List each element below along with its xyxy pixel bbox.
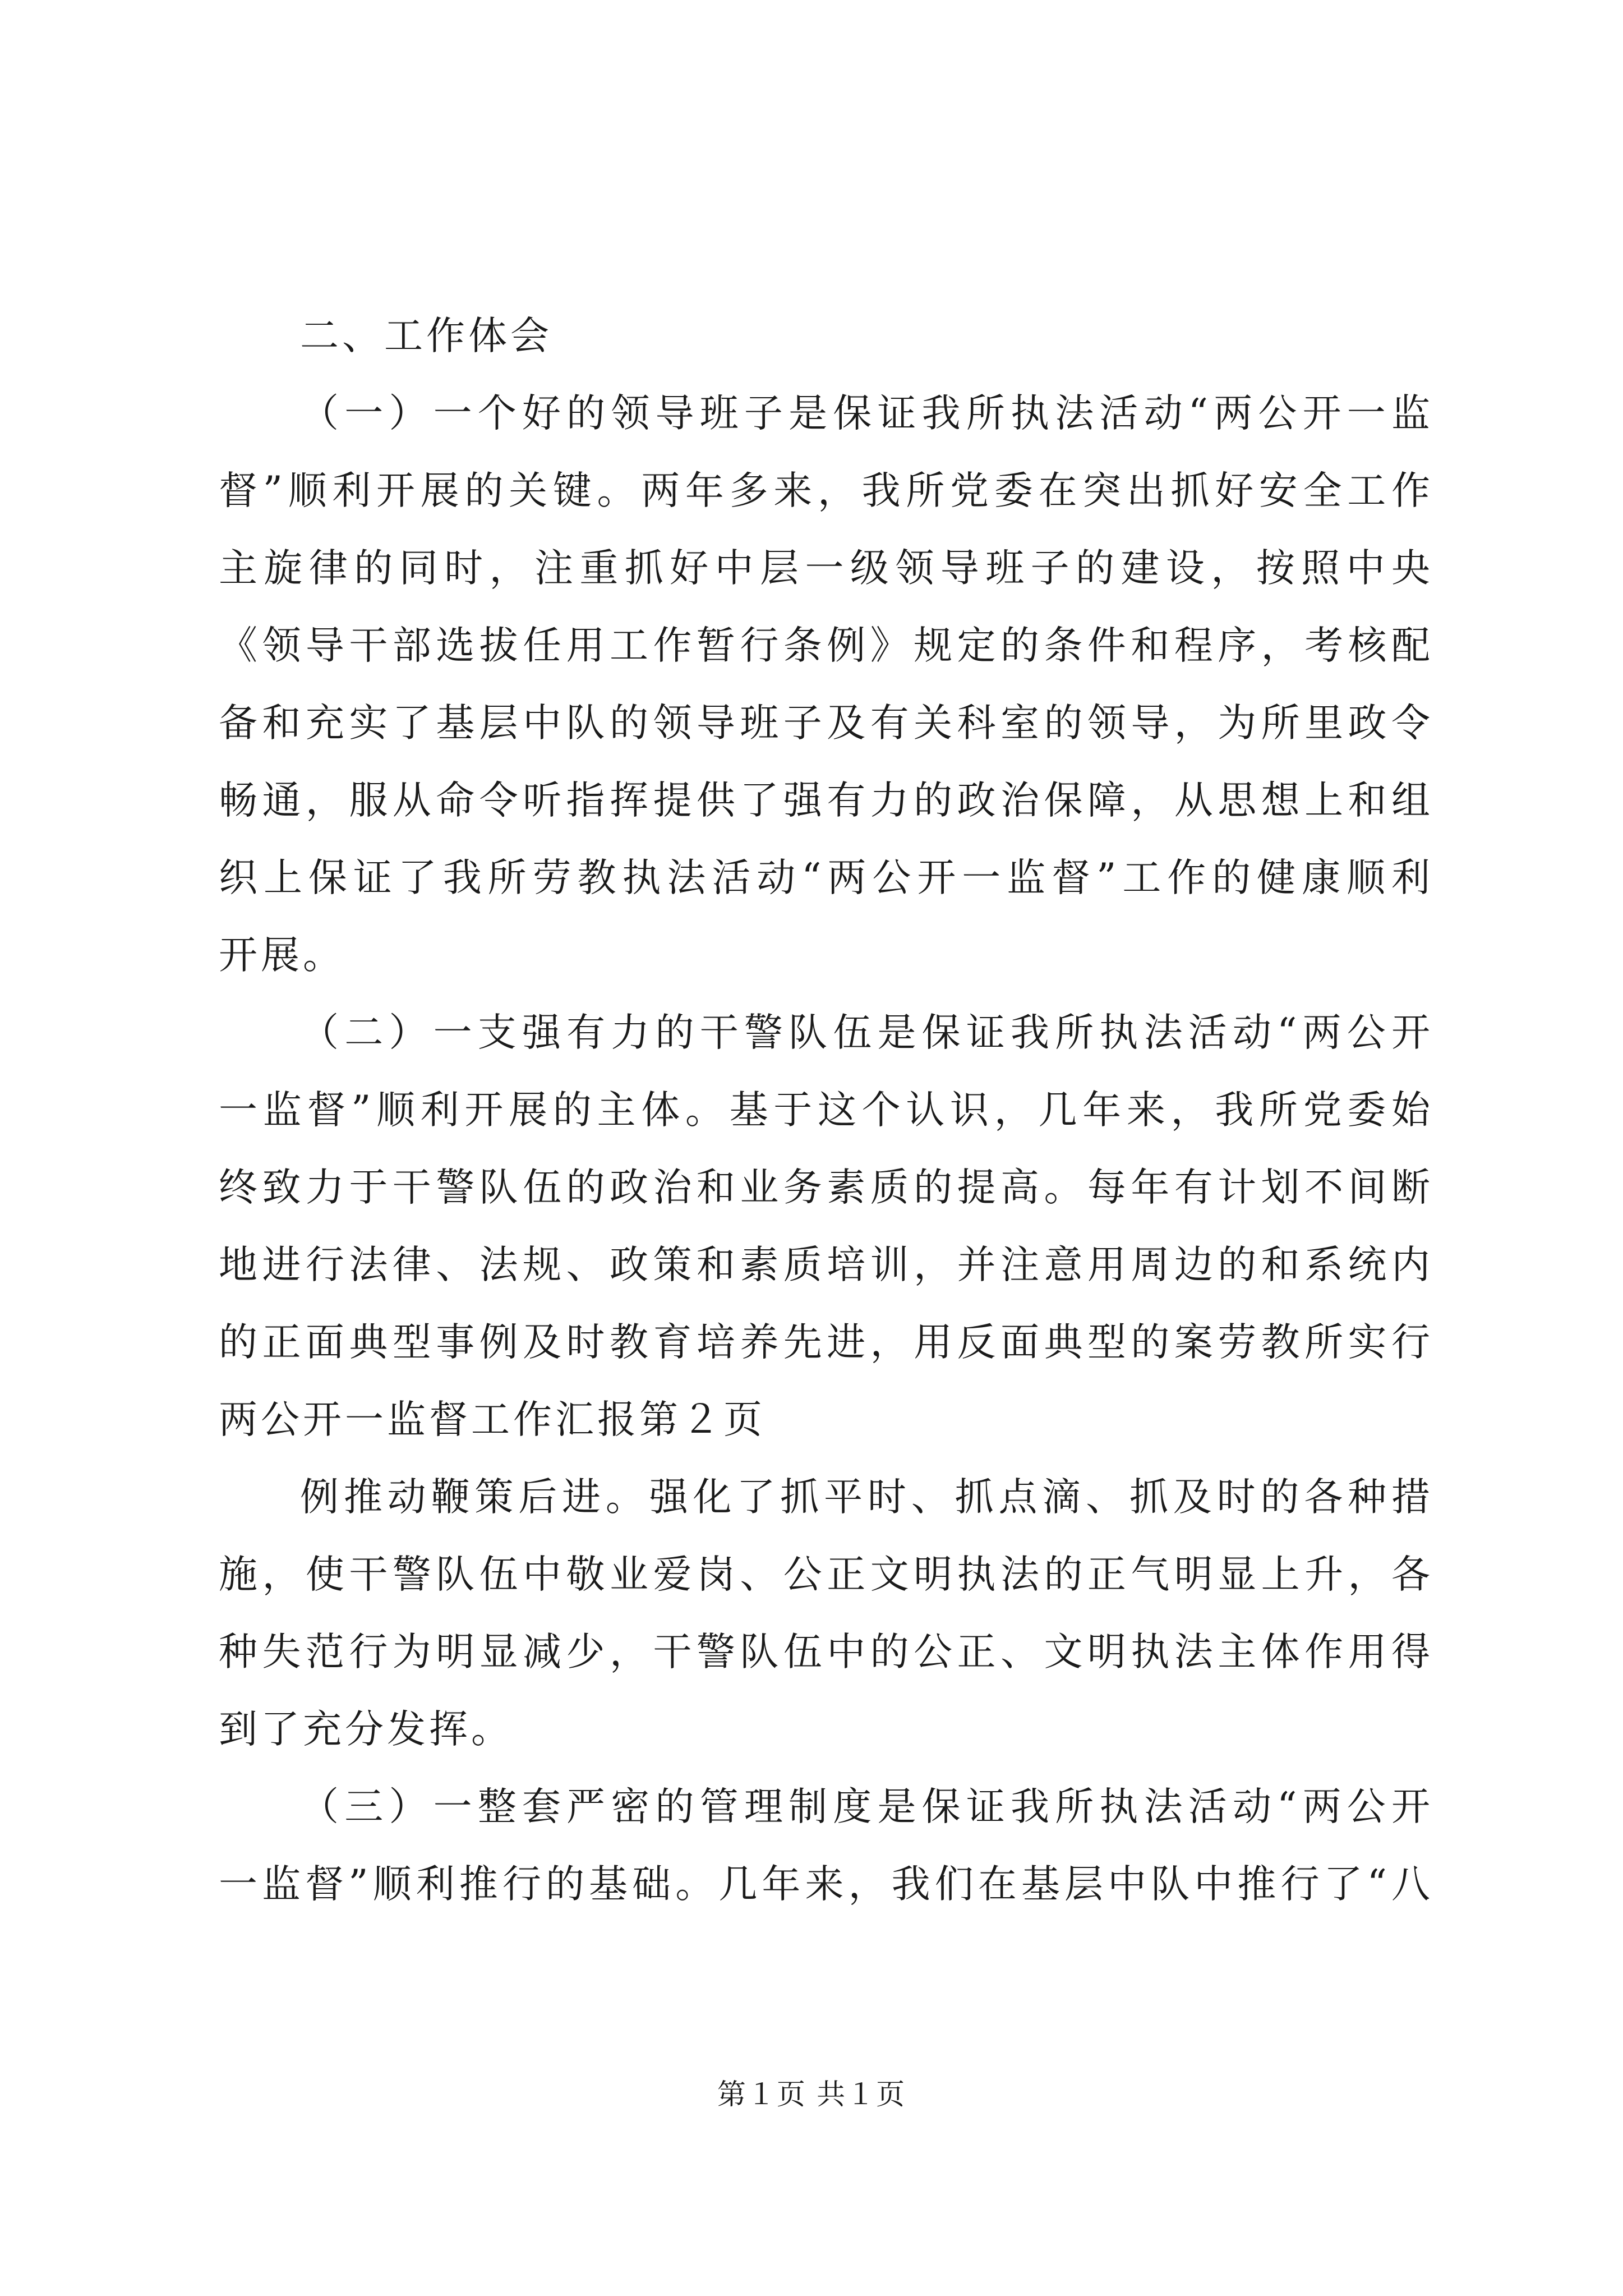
paragraph-line: 种失范行为明显减少，干警队伍中的公正、文明执法主体作用得 [219,1630,1430,1674]
paragraph-line: （二）一支强有力的干警队伍是保证我所执法活动“两公开 [300,1010,1430,1055]
paragraph-leadership [219,375,1430,994]
paragraph-line: 地进行法律、法规、政策和素质培训，并注意用周边的和系统内 [219,1243,1430,1287]
paragraph-line: 例推动鞭策后进。强化了抓平时、抓点滴、抓及时的各种措 [300,1475,1430,1520]
paragraph-line: 到了充分发挥。 [219,1707,513,1752]
paragraph-management-system [219,1768,1430,1923]
document-body [219,297,1430,1923]
paragraph-line: 施，使干警队伍中敬业爱岗、公正文明执法的正气明显上升，各 [219,1552,1430,1597]
paragraph-line: 《领导干部选拔任用工作暂行条例》规定的条件和程序，考核配 [219,623,1430,668]
paragraph-line: 备和充实了基层中队的领导班子及有关科室的领导，为所里政令 [219,701,1430,746]
paragraph-line: 畅通，服从命令听指挥提供了强有力的政治保障，从思想上和组 [219,778,1430,823]
section-heading: 二、工作体会 [300,314,552,358]
paragraph-line: 织上保证了我所劳教执法活动“两公开一监督”工作的健康顺利 [219,855,1430,900]
paragraph-line: 开展。 [219,933,345,978]
paragraph-line: 的正面典型事例及时教育培养先进，用反面典型的案劳教所实行 [219,1320,1430,1365]
page-footer: 第１页 共１页 [717,2078,906,2111]
paragraph-line: 一监督”顺利推行的基础。几年来，我们在基层中队中推行了“八 [219,1862,1430,1907]
paragraph-line: 主旋律的同时，注重抓好中层一级领导班子的建设，按照中央 [219,546,1430,591]
paragraph-line: 终致力于干警队伍的政治和业务素质的提高。每年有计划不间断 [219,1165,1430,1210]
paragraph-line: （一）一个好的领导班子是保证我所执法活动“两公开一监 [300,391,1430,436]
paragraph-line: 一监督”顺利开展的主体。基于这个认识，几年来，我所党委始 [219,1088,1430,1133]
paragraph-line: （三）一整套严密的管理制度是保证我所执法活动“两公开 [300,1784,1430,1829]
paragraph-police-team [219,994,1430,1458]
paragraph-continuation [219,1458,1430,1768]
paragraph-line: 督”顺利开展的关键。两年多来，我所党委在突出抓好安全工作 [219,468,1430,513]
paragraph-line: 两公开一监督工作汇报第２页 [219,1397,766,1442]
